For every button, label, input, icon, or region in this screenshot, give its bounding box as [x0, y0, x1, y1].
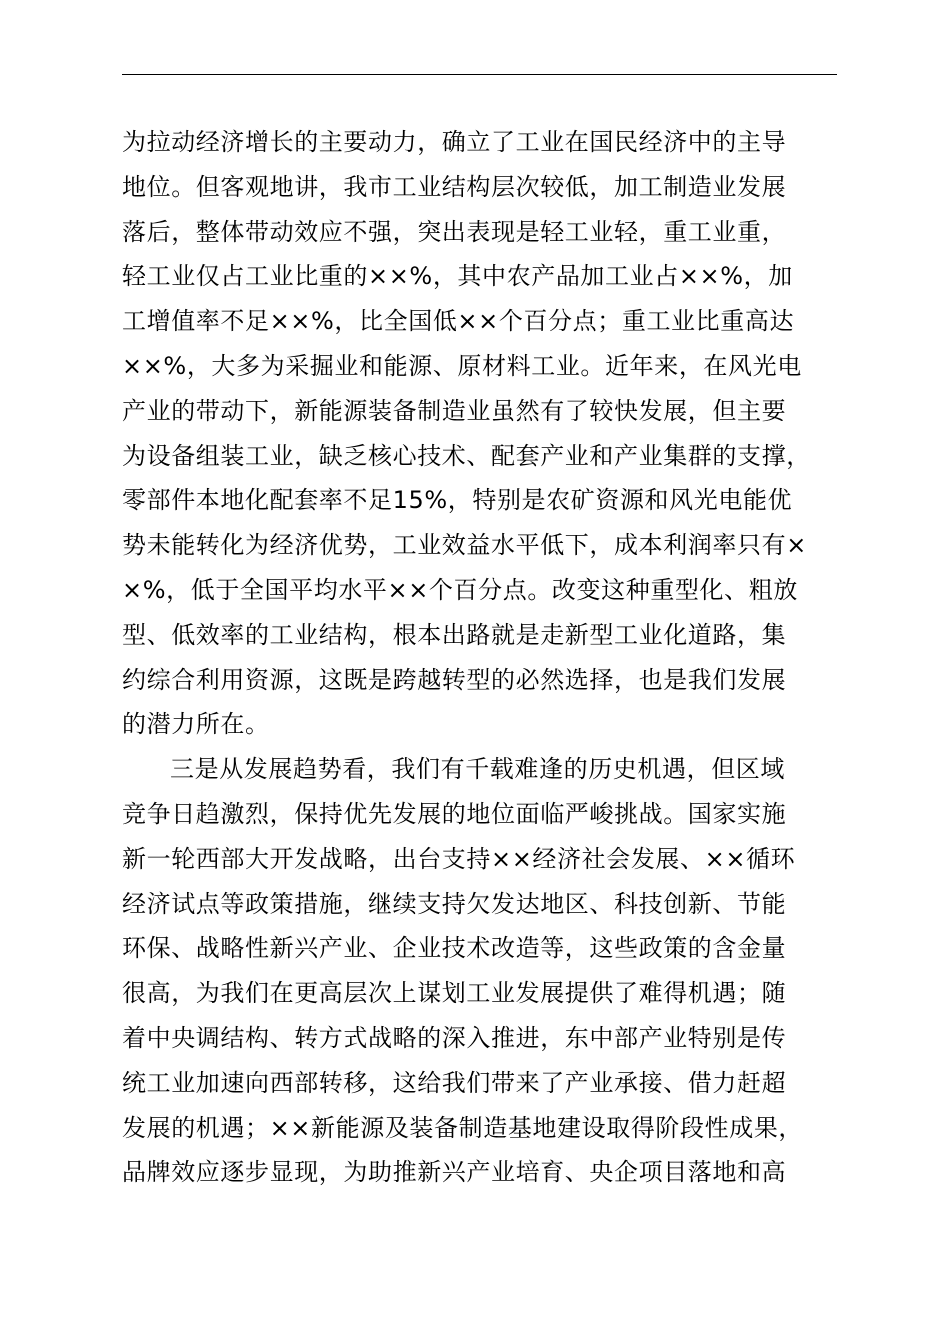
text-line: 环保、战略性新兴产业、企业技术改造等，这些政策的含金量: [122, 934, 787, 963]
text-line: 着中央调结构、转方式战略的深入推进，东中部产业特别是传: [122, 1023, 787, 1052]
text-line: ××%，大多为采掘业和能源、原材料工业。近年来，在风光电: [122, 351, 802, 380]
text-line: 发展的机遇；××新能源及装备制造基地建设取得阶段性成果，: [122, 1113, 804, 1142]
text-line: 落后，整体带动效应不强，突出表现是轻工业轻，重工业重，: [122, 217, 787, 246]
text-line: 为拉动经济增长的主要动力，确立了工业在国民经济中的主导: [122, 128, 787, 156]
text-line: 统工业加速向西部转移，这给我们带来了产业承接、借力赶超: [122, 1068, 787, 1097]
text-line: 的潜力所在。: [122, 710, 270, 739]
text-line: 很高，为我们在更高层次上谋划工业发展提供了难得机遇；随: [122, 979, 787, 1008]
text-line: 品牌效应逐步显现，为助推新兴产业培育、央企项目落地和高: [122, 1158, 787, 1187]
text-line: 竞争日趋激烈，保持优先发展的地位面临严峻挑战。国家实施: [122, 799, 787, 828]
text-line: 势未能转化为经济优势，工业效益水平低下，成本利润率只有×: [122, 531, 807, 560]
text-line: ×%，低于全国平均水平××个百分点。改变这种重型化、粗放: [122, 575, 798, 604]
text-line: 经济试点等政策措施，继续支持欠发达地区、科技创新、节能: [122, 889, 787, 918]
text-line: 型、低效率的工业结构，根本出路就是走新型工业化道路，集: [122, 620, 787, 649]
text-line: 地位。但客观地讲，我市工业结构层次较低，加工制造业发展: [122, 172, 787, 201]
body-text: [122, 120, 862, 1195]
text-line: 零部件本地化配套率不足15%，特别是农矿资源和风光电能优: [122, 486, 793, 515]
paragraph-start-line: 三是从发展趋势看，我们有千载难逢的历史机遇，但区域: [170, 755, 785, 784]
text-line: 轻工业仅占工业比重的××%，其中农产品加工业占××%，加: [122, 262, 793, 291]
text-line: 产业的带动下，新能源装备制造业虽然有了较快发展，但主要: [122, 396, 787, 425]
text-line: 约综合利用资源，这既是跨越转型的必然选择，也是我们发展: [122, 665, 787, 694]
text-line: 新一轮西部大开发战略，出台支持××经济社会发展、××循环: [122, 844, 796, 873]
header-rule: [122, 74, 837, 75]
text-line: 为设备组装工业，缺乏核心技术、配套产业和产业集群的支撑，: [122, 441, 811, 470]
text-line: 工增值率不足××%，比全国低××个百分点；重工业比重高达: [122, 307, 795, 336]
